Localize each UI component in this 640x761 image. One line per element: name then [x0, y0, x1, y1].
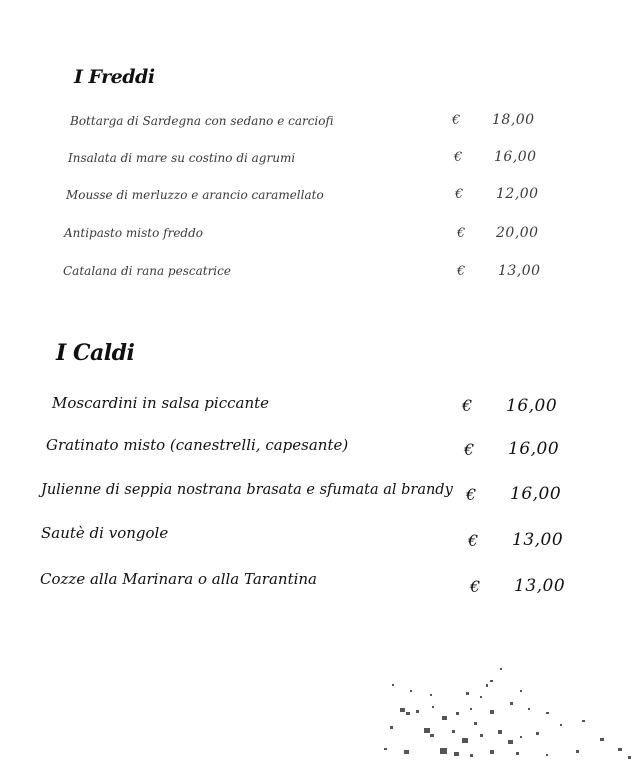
currency-symbol: € [462, 396, 473, 415]
menu-item-name: Mousse di merluzzo e arancio caramellato [66, 188, 324, 202]
menu-item-price: 13,00 [512, 530, 564, 550]
menu-item-price: 20,00 [496, 225, 539, 241]
currency-symbol: € [457, 264, 466, 279]
menu-item-name: Moscardini in salsa piccante [52, 394, 270, 412]
menu-item-price: 16,00 [506, 396, 558, 416]
menu-item-price: 16,00 [494, 149, 537, 165]
currency-symbol: € [464, 440, 475, 459]
menu-item-name: Insalata di mare su costino di agrumi [68, 151, 296, 165]
menu-item-name: Bottarga di Sardegna con sedano e carciofi [70, 114, 334, 128]
currency-symbol: € [455, 187, 464, 202]
ink-splatter-decoration [370, 650, 640, 761]
section-title-caldi: I Caldi [56, 340, 135, 366]
currency-symbol: € [468, 531, 479, 550]
menu-item-price: 16,00 [508, 439, 560, 459]
menu-item-price: 16,00 [510, 484, 562, 504]
currency-symbol: € [454, 150, 463, 165]
currency-symbol: € [457, 226, 466, 241]
currency-symbol: € [466, 485, 477, 504]
section-title-freddi: I Freddi [74, 66, 155, 88]
menu-item-price: 13,00 [514, 576, 566, 596]
menu-item-name: Catalana di rana pescatrice [63, 264, 231, 278]
menu-item-name: Sautè di vongole [41, 524, 169, 542]
menu-item-price: 12,00 [496, 186, 539, 202]
menu-item-price: 18,00 [492, 112, 535, 128]
currency-symbol: € [470, 577, 481, 596]
currency-symbol: € [452, 113, 461, 128]
menu-item-price: 13,00 [498, 263, 541, 279]
menu-item-name: Antipasto misto freddo [64, 226, 204, 240]
menu-item-name: Julienne di seppia nostrana brasata e sfumata al brandy [41, 482, 453, 498]
menu-item-name: Cozze alla Marinara o alla Tarantina [40, 570, 317, 588]
menu-item-name: Gratinato misto (canestrelli, capesante) [46, 436, 349, 454]
